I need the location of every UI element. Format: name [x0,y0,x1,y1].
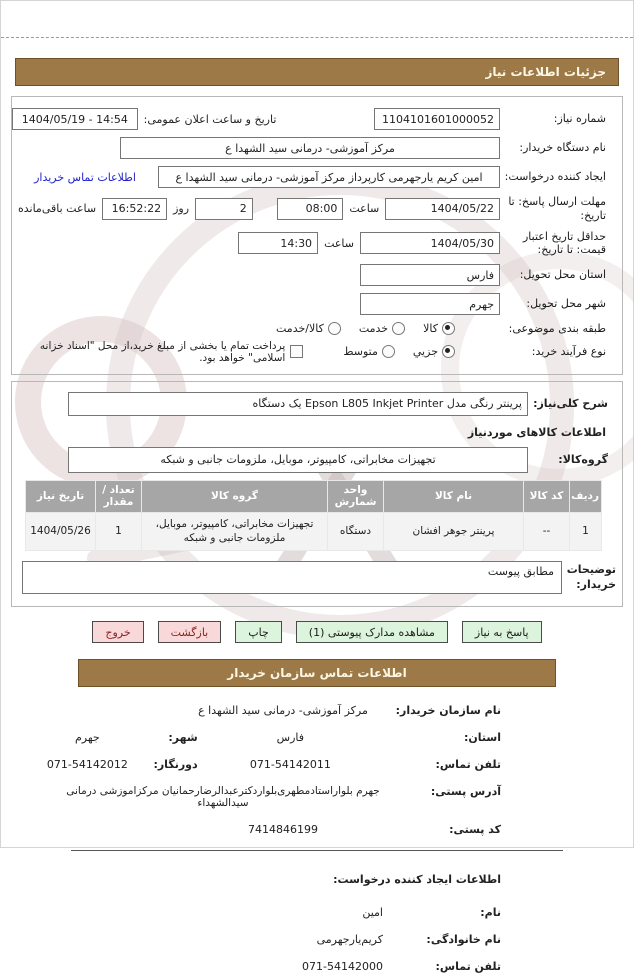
validity-hour-label: ساعت [324,236,354,250]
announce-datetime-field: 1404/05/19 - 14:54 [12,108,138,130]
contact-fax-label: دورنگار: [153,758,198,772]
row-item-group [18,447,616,473]
row-price-validity [12,230,616,258]
province-label: استان محل تحویل: [519,268,606,282]
buyer-contact-section [41,704,501,836]
col-need-date: تاریخ نیاز [26,480,96,512]
deadline-days-field: 2 [195,198,253,220]
cell-item-code: -- [524,512,570,550]
contact-address-label: آدرس پستی: [430,785,501,799]
remaining-time-label: ساعت باقی‌مانده [17,202,97,216]
city-label: شهر محل تحویل: [526,297,606,311]
cell-row-number: 1 [570,512,602,550]
buyer-contact-link[interactable]: اطلاعات تماس خریدار [34,170,136,184]
need-number-label: شماره نیاز: [553,112,606,126]
validity-label: حداقل تاریخ اعتبار قیمت: تا تاریخ: [522,229,606,257]
deadline-date-field: 1404/05/22 [385,198,500,220]
col-quantity: تعداد / مقدار [96,480,142,512]
row-classification [12,322,616,336]
section-header-need-details [15,58,619,86]
contact-province-label: استان: [464,731,501,745]
radio-icon[interactable] [392,322,405,335]
contact-postal-row [41,823,501,836]
creator-label: ایجاد کننده درخواست: [504,170,606,184]
contact-phone-value: 071-54142011 [249,758,331,772]
need-description-label: شرح کلی‌نیاز: [533,397,608,411]
cell-need-date: 1404/05/26 [26,512,96,550]
exit-button[interactable]: خروج [92,621,143,643]
radio-option-label: خدمت [358,322,389,336]
back-button[interactable]: بازگشت [158,621,222,643]
cell-item-name: پرینتر جوهر افشان [384,512,524,550]
radio-option-label: کالا/خدمت [276,322,324,336]
need-info-panel [11,96,623,375]
row-creator [12,166,616,188]
remaining-time-field: 16:52:22 [102,198,167,220]
treasury-checkbox-label: پرداخت تمام یا بخشی از مبلغ خرید،از محل "اسناد خزانه اسلامی" خواهد بود. [39,339,286,364]
request-creator-section [41,873,501,973]
print-button[interactable]: چاپ [235,621,282,643]
first-name-label: نام: [480,906,501,920]
contact-org-row [41,704,501,717]
need-description-field: پرینتر رنگی مدل Epson L805 Inkjet Printer یک دستگاه [68,392,528,416]
province-field: فارس [360,264,500,286]
buyer-org-label: نام دستگاه خریدار: [519,141,606,155]
creator-phone-row [41,960,501,973]
radio-option-medium[interactable] [343,345,395,358]
col-unit: واحد شمارش [328,480,384,512]
radio-icon[interactable] [382,345,395,358]
row-buyer-org [12,137,616,159]
creator-field: امین کریم یارجهرمی کارپرداز مرکز آموزشی- درمانی سید الشهدا ع [158,166,500,188]
col-item-code: کد کالا [524,480,570,512]
radio-option-label: جزیي [412,345,438,359]
contact-postal-label: کد پستی: [449,823,501,837]
view-attachments-button[interactable]: مشاهده مدارک پیوستی (1) [296,621,448,643]
city-field: جهرم [360,293,500,315]
section-header-buyer-contact [78,659,556,687]
creator-section-title: اطلاعات ایجاد کننده درخواست: [333,873,501,887]
row-need-description [18,392,616,416]
validity-hour-field: 14:30 [238,232,318,254]
creator-last-name-row [41,933,501,946]
contact-city-value: جهرم [74,731,100,745]
deadline-hour-label: ساعت [349,202,380,216]
first-name-value: امین [362,906,383,920]
cell-quantity: 1 [96,512,142,550]
treasury-checkbox[interactable] [290,345,303,358]
validity-date-field: 1404/05/30 [360,232,500,254]
last-name-value: کریم‌یارجهرمی [316,933,383,947]
radio-option-goods-service[interactable] [276,322,341,335]
items-panel [11,381,623,607]
announce-label: تاریخ و ساعت اعلان عمومی: [143,112,277,126]
deadline-days-label: روز [173,202,190,216]
section-title: جزئیات اطلاعات نیاز [485,65,606,79]
need-number-field: 1104101601000052 [374,108,500,130]
process-type-label: نوع فرآیند خرید: [531,344,606,358]
radio-option-small[interactable] [413,345,455,358]
col-row-number: ردیف [570,480,602,512]
respond-button[interactable]: پاسخ به نیاز [462,621,542,643]
items-section-title: اطلاعات کالاهای موردنیاز [467,425,606,439]
row-deadline [12,195,616,223]
section-title: اطلاعات تماس سازمان خریدار [227,666,407,681]
cell-item-group: تجهیزات مخابراتی، کامپیوتر، موبایل، ملزومات جانبی و شبکه [142,512,328,550]
creator-first-name-row [41,906,501,919]
deadline-label: مهلت ارسال پاسخ: تا تاریخ: [508,195,606,222]
row-need-number [12,108,616,130]
last-name-label: نام خانوادگی: [426,933,501,947]
contact-postal-value: 7414846199 [248,823,318,837]
contact-province-city-row [41,731,501,744]
row-city [12,293,616,315]
contact-phone-fax-row [41,758,501,771]
items-table [25,480,602,551]
contact-phone-label: تلفن تماس: [435,758,501,772]
classification-label: طبقه بندی موضوعی: [508,322,606,335]
row-province [12,264,616,286]
buyer-org-field: مرکز آموزشی- درمانی سید الشهدا ع [120,137,500,159]
item-group-field: تجهیزات مخابراتی، کامپیوتر، موبایل، ملزومات جانبی و شبکه [68,447,528,473]
col-item-group: گروه کالا [142,480,328,512]
items-table-header-row [26,480,602,512]
item-group-label: گروه‌کالا: [558,453,608,467]
table-row [26,512,602,550]
radio-option-goods[interactable] [423,322,455,335]
row-buyer-notes [18,561,616,594]
creator-phone-label: تلفن تماس: [435,960,501,973]
contact-city-label: شهر: [168,731,198,745]
action-buttons [1,621,633,643]
buyer-notes-field: مطابق پیوست [22,561,562,594]
contact-org-label: نام سازمان خریدار: [395,704,501,718]
col-item-name: نام کالا [384,480,524,512]
radio-icon[interactable] [442,322,455,335]
cell-unit: دستگاه [328,512,384,550]
radio-icon[interactable] [328,322,341,335]
creator-phone-value: 071-54142000 [302,960,383,973]
radio-option-service[interactable] [359,322,405,335]
row-process-type [12,340,616,364]
contact-fax-value: 071-54142012 [46,758,128,772]
contact-address-row [41,785,501,809]
top-separator [1,1,633,38]
radio-option-label: متوسط [343,345,378,359]
radio-option-label: کالا [423,322,438,336]
contact-province-value: فارس [276,731,305,745]
section-divider [71,850,563,851]
deadline-hour-field: 08:00 [277,198,344,220]
contact-org-value: مرکز آموزشی- درمانی سید الشهدا ع [198,704,368,718]
buyer-notes-label: توضیحات خریدار: [566,563,616,591]
radio-icon[interactable] [442,345,455,358]
contact-address-value: جهرم بلواراستادمطهری‌بلواردکترعبدالرضارحمانیان مرکزاموزشی درمانی سیدالشهداء [66,785,380,810]
